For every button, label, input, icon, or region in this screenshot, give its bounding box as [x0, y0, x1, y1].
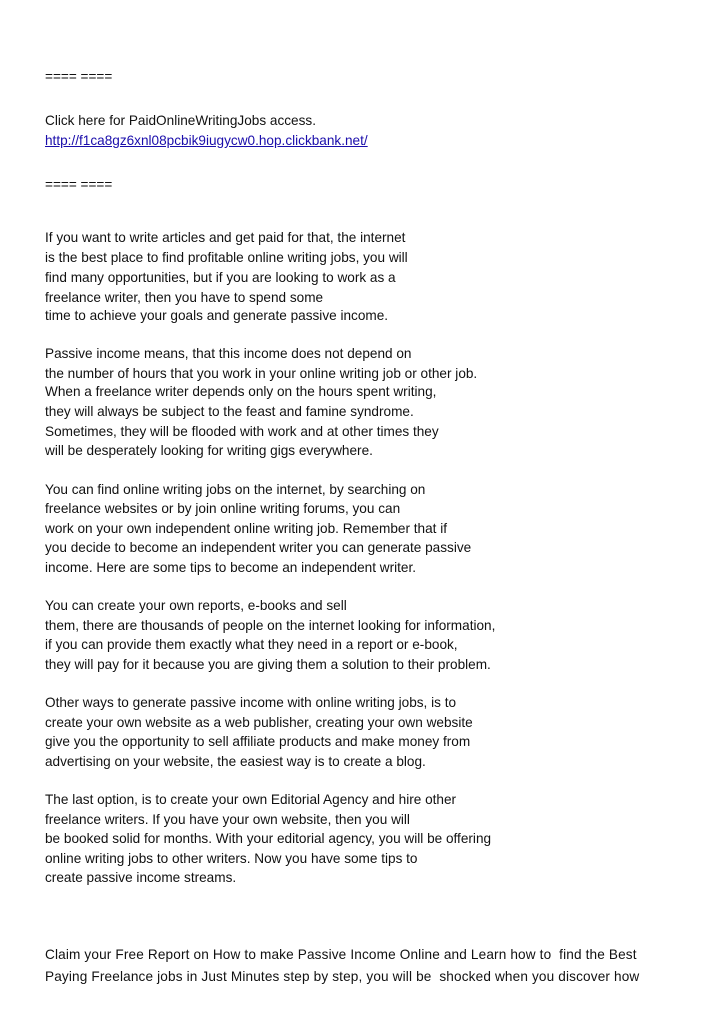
paragraph-6-line-4: online writing jobs to other writers. Now you have some tips to	[45, 851, 418, 866]
paragraph-1-line-3: find many opportunities, but if you are looking to work as a	[45, 270, 396, 285]
access-text: Click here for PaidOnlineWritingJobs access.	[45, 113, 316, 128]
paragraph-6-line-2: freelance writers. If you have your own website, then you will	[45, 812, 410, 827]
paragraph-4-line-4: they will pay for it because you are giving them a solution to their problem.	[45, 657, 491, 672]
paragraph-2-line-4: they will always be subject to the feast and famine syndrome.	[45, 404, 414, 419]
paragraph-4-line-1: You can create your own reports, e-books and sell	[45, 598, 347, 613]
paragraph-3-line-4: you decide to become an independent writer you can generate passive	[45, 540, 472, 555]
paragraph-2-line-5: Sometimes, they will be flooded with work and at other times they	[45, 424, 439, 439]
paragraph-1-line-1: If you want to write articles and get paid for that, the internet	[45, 230, 406, 245]
footer-line-1: Claim your Free Report on How to make Passive Income Online and Learn how to find the Best	[45, 947, 637, 962]
paragraph-2-line-6: will be desperately looking for writing gigs everywhere.	[45, 443, 373, 458]
paragraph-2-line-3: When a freelance writer depends only on the hours spent writing,	[45, 384, 437, 399]
paragraph-3-line-5: income. Here are some tips to become an independent writer.	[45, 560, 417, 575]
paragraph-1-line-2: is the best place to find profitable online writing jobs, you will	[45, 250, 408, 265]
paragraph-3-line-1: You can find online writing jobs on the internet, by searching on	[45, 482, 426, 497]
paragraph-2-line-2: the number of hours that you work in your online writing job or other job.	[45, 366, 478, 381]
paragraph-4-line-2: them, there are thousands of people on the internet looking for information,	[45, 618, 496, 633]
paragraph-5-line-3: give you the opportunity to sell affiliate products and make money from	[45, 734, 471, 749]
paragraph-5-line-4: advertising on your website, the easiest way is to create a blog.	[45, 754, 426, 769]
paragraph-3-line-2: freelance websites or by join online writing forums, you can	[45, 501, 401, 516]
paragraph-5-line-1: Other ways to generate passive income with online writing jobs, is to	[45, 695, 457, 710]
paragraph-2-line-1: Passive income means, that this income does not depend on	[45, 346, 412, 361]
paragraph-6-line-1: The last option, is to create your own Editorial Agency and hire other	[45, 792, 457, 807]
separator-top: ==== ====	[45, 69, 113, 84]
paragraph-6-line-3: be booked solid for months. With your editorial agency, you will be offering	[45, 831, 492, 846]
separator-bottom: ==== ====	[45, 177, 113, 192]
paragraph-4-line-3: if you can provide them exactly what they need in a report or e-book,	[45, 637, 458, 652]
paragraph-1-line-5: time to achieve your goals and generate passive income.	[45, 308, 389, 323]
paragraph-1-line-4: freelance writer, then you have to spend some	[45, 290, 324, 305]
paragraph-6-line-5: create passive income streams.	[45, 870, 237, 885]
paragraph-3-line-3: work on your own independent online writing job. Remember that if	[45, 521, 447, 536]
footer-line-2: Paying Freelance jobs in Just Minutes step by step, you will be shocked when you discover how	[45, 969, 640, 984]
access-link[interactable]: http://f1ca8gz6xnl08pcbik9iugycw0.hop.clickbank.net/	[45, 133, 368, 148]
paragraph-5-line-2: create your own website as a web publisher, creating your own website	[45, 715, 473, 730]
